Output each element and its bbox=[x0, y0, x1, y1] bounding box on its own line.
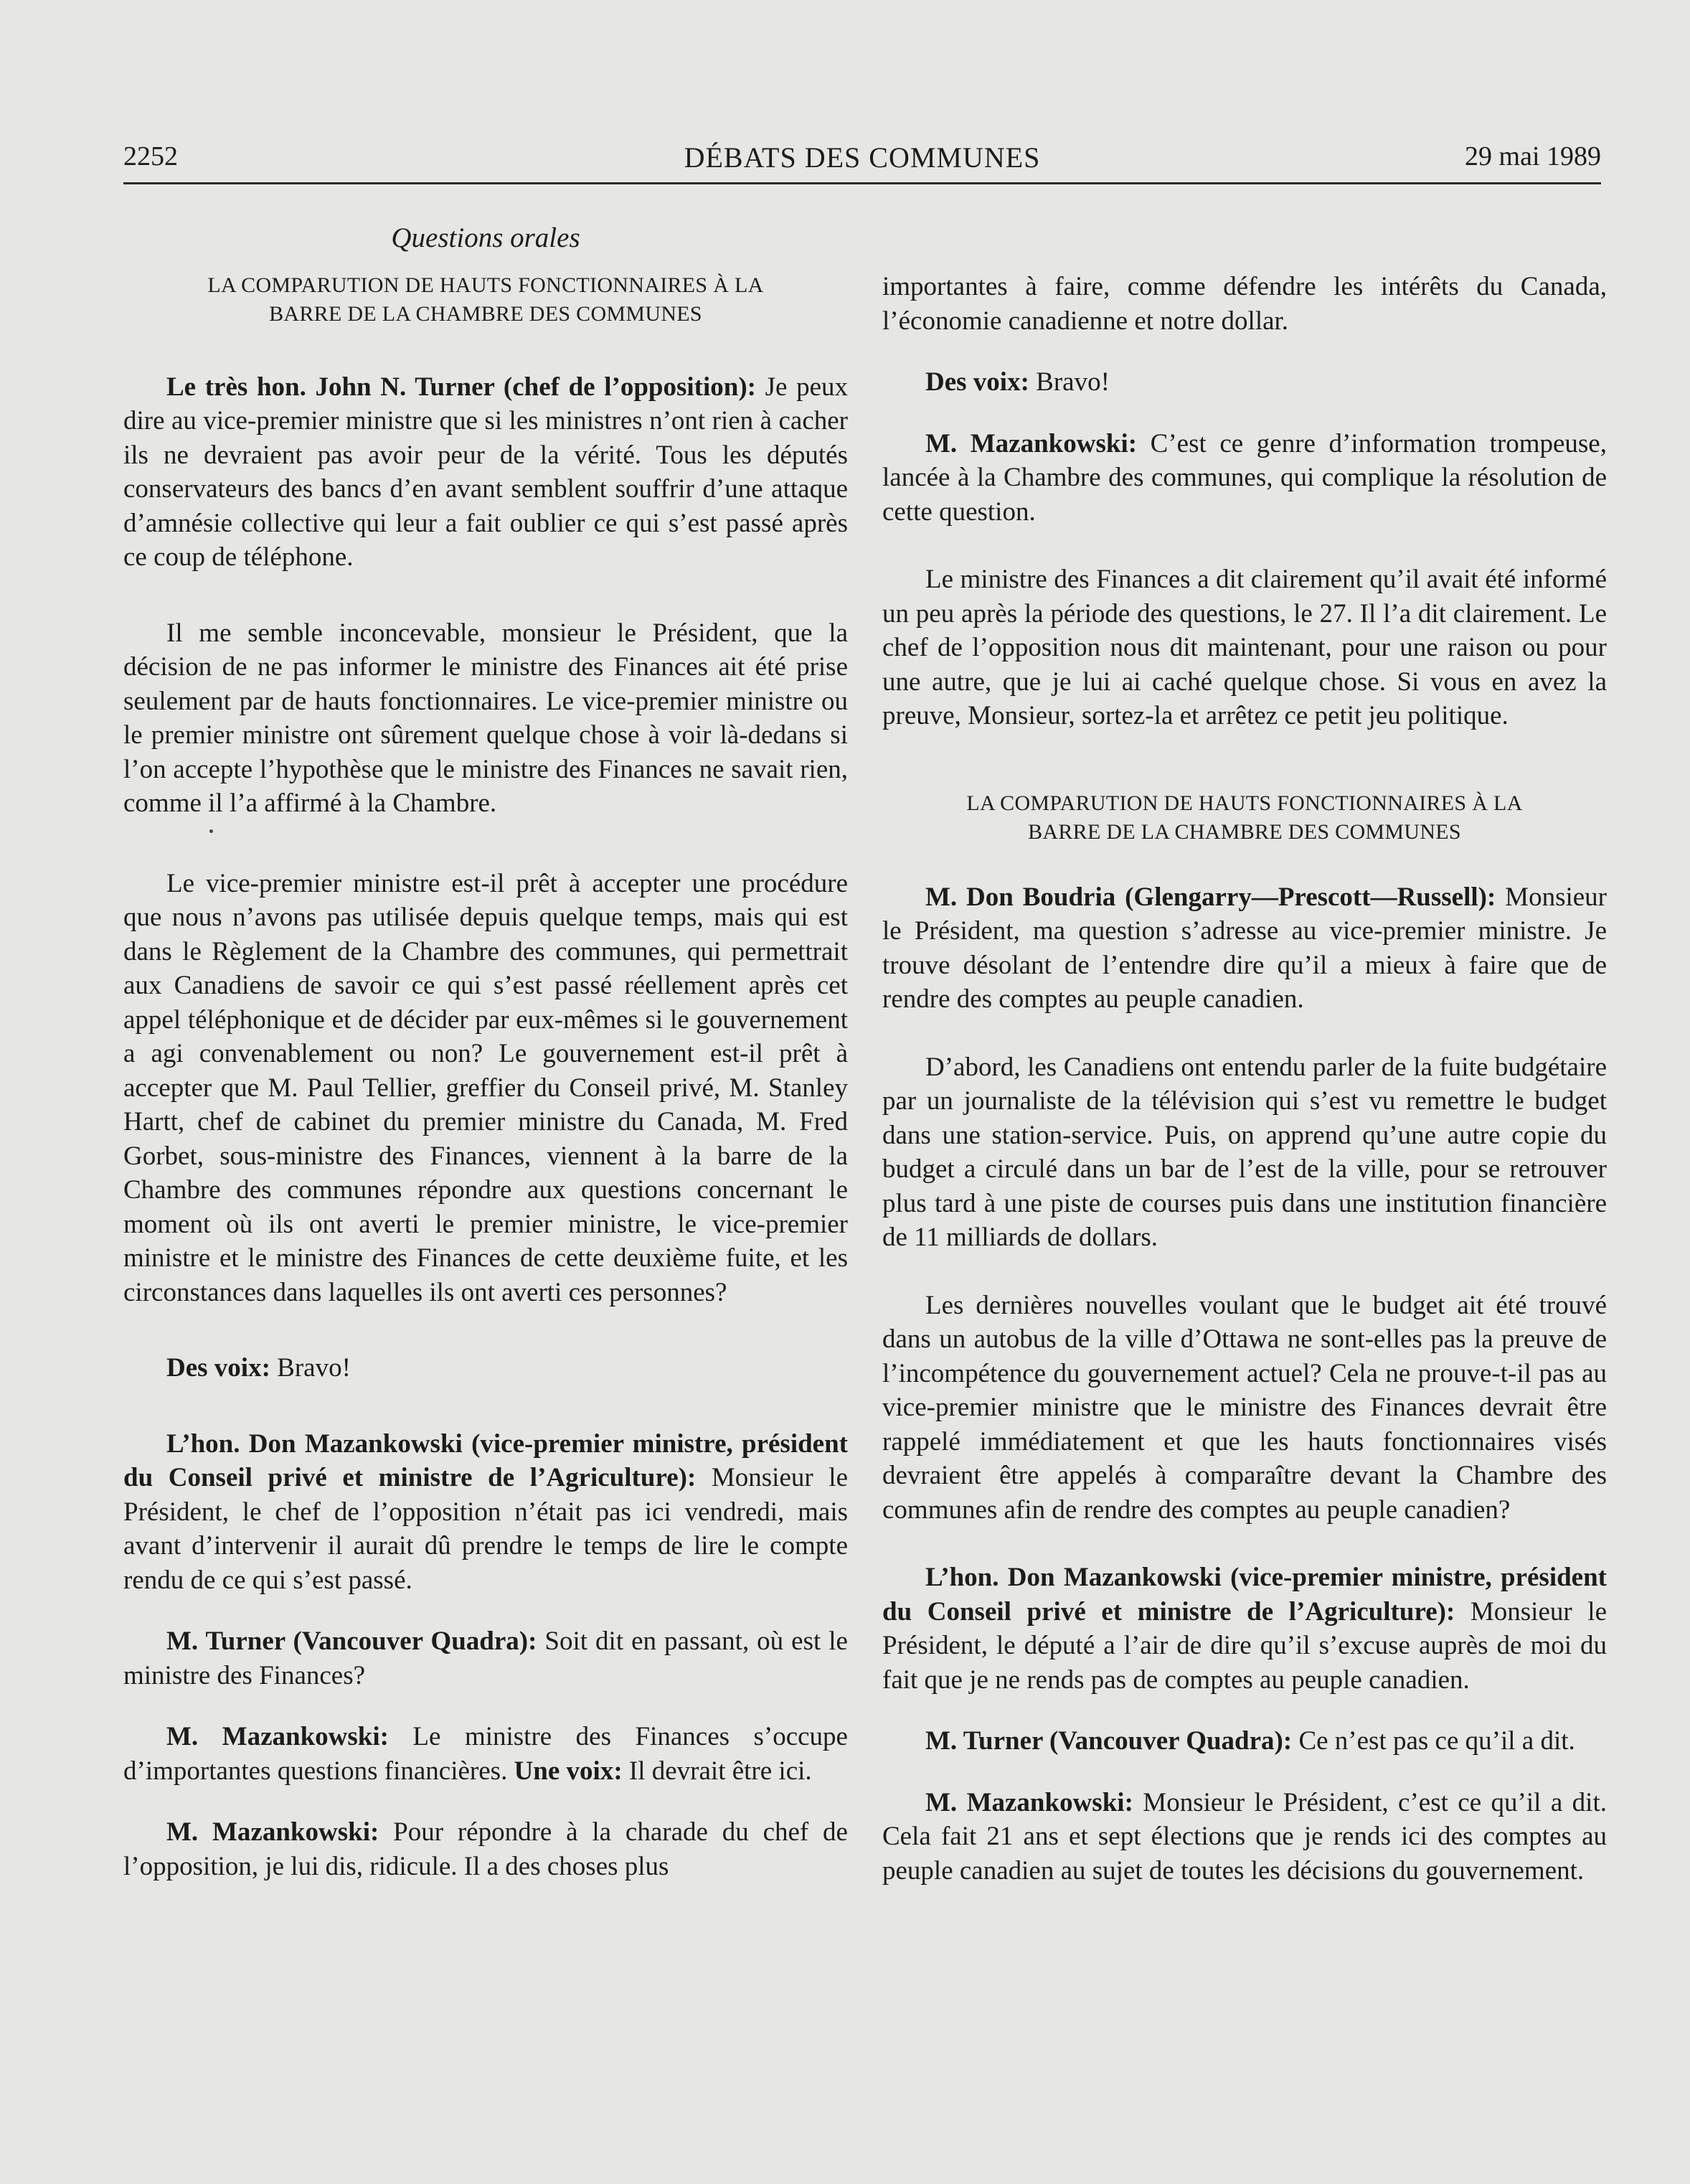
paragraph bbox=[123, 1720, 848, 1788]
paragraph bbox=[123, 1815, 848, 1883]
speech-text: Monsieur le Président, c’est ce qu’il a dit. Cela fait 21 ans et sept élections que je rends ici des comptes au peuple canadien au sujet de toutes les décisions du gouvernement. bbox=[882, 1787, 1607, 1886]
subject-heading bbox=[882, 789, 1607, 847]
heading-line: BARRE DE LA CHAMBRE DES COMMUNES bbox=[269, 301, 702, 326]
paragraph: Le vice-premier ministre est-il prêt à accepter une procédure que nous n’avons pas utilisée depuis quelque temps, mais qui est dans le Règlement de la Chambre des communes, qui permettrait aux Canadiens de savoir ce qui s’est passé réellement après cet appel téléphonique et de décider par eux-mêmes si le gouvernement a agi convenablement ou non? Le gouvernement est-il prêt à accepter que M. Paul Tellier, greffier du Conseil privé, M. Stanley Hartt, chef de cabinet du premier ministre du Canada, M. Fred Gorbet, sous-ministre des Finances, viennent à la barre de la Chambre des communes répondre aux questions concernant le moment où ils ont averti le premier ministre, le vice-premier ministre et le ministre des Finances de cette deuxième fuite, et les circonstances dans laquelles ils ont averti ces personnes? bbox=[123, 868, 848, 1307]
speaker-name: Une voix: bbox=[514, 1756, 623, 1786]
speaker-name: M. Mazankowski: bbox=[925, 1787, 1133, 1817]
speaker-name: M. Mazankowski: bbox=[166, 1817, 379, 1847]
section-title: Questions orales bbox=[391, 222, 580, 253]
right-column bbox=[882, 270, 1607, 1888]
speaker-name: M. Mazankowski: bbox=[166, 1722, 389, 1751]
left-column bbox=[123, 215, 848, 1883]
paragraph bbox=[882, 880, 1607, 1017]
speech-text: Le ministre des Finances s’occupe d’importantes questions financières. bbox=[123, 1722, 848, 1786]
heading-line: LA COMPARUTION DE HAUTS FONCTIONNAIRES À LA bbox=[966, 791, 1523, 815]
speech-text: Je peux dire au vice-premier ministre que si les ministres n’ont rien à cacher ils ne devraient pas avoir peur de la vérité. Tous les députés conservateurs des bancs d’en avant semblent souffrir d’une attaque d’amnésie collective qui leur a fait oublier ce qui s’est passé après ce coup de téléphone. bbox=[123, 372, 848, 572]
heading-line: LA COMPARUTION DE HAUTS FONCTIONNAIRES À LA bbox=[207, 273, 764, 297]
speech-text: Monsieur le Président, ma question s’adresse au vice-premier ministre. Je trouve désolant de l’entendre dire qu’il a mieux à faire que de rendre des comptes au peuple canadien. bbox=[882, 882, 1607, 1014]
speech-text: Monsieur le Président, le député a l’air de dire qu’il s’excuse auprès de moi du fait que je ne rends pas de comptes au peuple canadien. bbox=[882, 1596, 1607, 1695]
paragraph: Il me semble inconcevable, monsieur le Président, que la décision de ne pas informer le ministre des Finances ait été prise seulement par de hauts fonctionnaires. Le vice-premier ministre ou le premier ministre ont sûrement quelque chose à voir là-dedans si l’on accepte l’hypothèse que le ministre des Finances ne savait rien, comme il l’a affirmé à la Chambre. bbox=[123, 618, 848, 818]
speech-text: Bravo! bbox=[1029, 367, 1110, 397]
speech-text: Monsieur le Président, le chef de l’opposition n’était pas ici vendredi, mais avant d’intervenir il aurait dû prendre le temps de lire le compte rendu de ce qui s’est passé. bbox=[123, 1463, 848, 1595]
speaker-name: Des voix: bbox=[925, 367, 1029, 397]
speech-text: C’est ce genre d’information trompeuse, lancée à la Chambre des communes, qui complique la résolution de cette question. bbox=[882, 428, 1607, 527]
paragraph bbox=[123, 1351, 848, 1385]
speaker-name: M. Don Boudria (Glengarry—Prescott—Russell): bbox=[925, 882, 1496, 912]
page-number: 2252 bbox=[123, 141, 178, 171]
speech-text: Pour répondre à la charade du chef de l’opposition, je lui dis, ridicule. Il a des choses plus bbox=[123, 1817, 848, 1881]
paragraph bbox=[882, 427, 1607, 529]
paragraph bbox=[123, 1427, 848, 1598]
speech-text: Ce n’est pas ce qu’il a dit. bbox=[1292, 1726, 1575, 1756]
speaker-name: L’hon. Don Mazankowski (vice-premier ministre, président du Conseil privé et ministre de l’Agriculture): bbox=[882, 1563, 1607, 1627]
speaker-name: M. Turner (Vancouver Quadra): bbox=[925, 1726, 1293, 1756]
paragraph: importantes à faire, comme défendre les intérêts du Canada, l’économie canadienne et notre dollar. bbox=[882, 272, 1607, 336]
paragraph: D’abord, les Canadiens ont entendu parler de la fuite budgétaire par un journaliste de la télévision qui s’est vu remettre le budget dans une station-service. Puis, on apprend qu’une autre copie du budget a circulé dans un bar de l’est de la ville, pour se retrouver plus tard à une piste de courses puis dans une institution financière de 11 milliards de dollars. bbox=[882, 1052, 1607, 1252]
paragraph bbox=[882, 1724, 1607, 1759]
heading-line: BARRE DE LA CHAMBRE DES COMMUNES bbox=[1028, 819, 1461, 844]
speech-text: Il devrait être ici. bbox=[622, 1756, 812, 1786]
publication-date: 29 mai 1989 bbox=[1465, 141, 1601, 171]
paragraph bbox=[123, 1624, 848, 1693]
speaker-name: M. Mazankowski: bbox=[925, 428, 1138, 458]
paragraph bbox=[882, 1561, 1607, 1697]
paragraph bbox=[882, 1786, 1607, 1888]
paragraph: Le ministre des Finances a dit clairement qu’il avait été informé un peu après la période des questions, le 27. Il l’a dit clairement. Le chef de l’opposition nous dit maintenant, pour une raison ou pour une autre, que je lui ai caché quelque chose. Si vous en avez la preuve, Monsieur, sortez-la et arrêtez ce petit jeu politique. bbox=[882, 565, 1607, 730]
paragraph bbox=[123, 370, 848, 575]
page-header bbox=[123, 141, 1601, 184]
paragraph bbox=[882, 365, 1607, 400]
publication-title: DÉBATS DES COMMUNES bbox=[684, 141, 1041, 174]
speaker-name: Le très hon. John N. Turner (chef de l’opposition): bbox=[166, 372, 756, 402]
speaker-name: L’hon. Don Mazankowski (vice-premier ministre, président du Conseil privé et ministre de l’Agriculture): bbox=[123, 1428, 848, 1492]
subject-heading bbox=[123, 271, 848, 329]
speech-text: Bravo! bbox=[270, 1353, 351, 1383]
speaker-name: M. Turner (Vancouver Quadra): bbox=[166, 1627, 537, 1656]
speaker-name: Des voix: bbox=[166, 1353, 270, 1383]
speech-text: Soit dit en passant, où est le ministre des Finances? bbox=[123, 1627, 848, 1690]
paragraph: Les dernières nouvelles voulant que le budget ait été trouvé dans un autobus de la ville d’Ottawa ne sont-elles pas la preuve de l’incompétence du gouvernement actuel? Cela ne prouve-t-il pas au vice-premier ministre que le ministre des Finances devrait être rappelé immédiatement et que les hauts fonctionnaires visés devraient être appelés à comparaître devant la Chambre des communes afin de rendre des comptes au peuple canadien? bbox=[882, 1290, 1607, 1525]
